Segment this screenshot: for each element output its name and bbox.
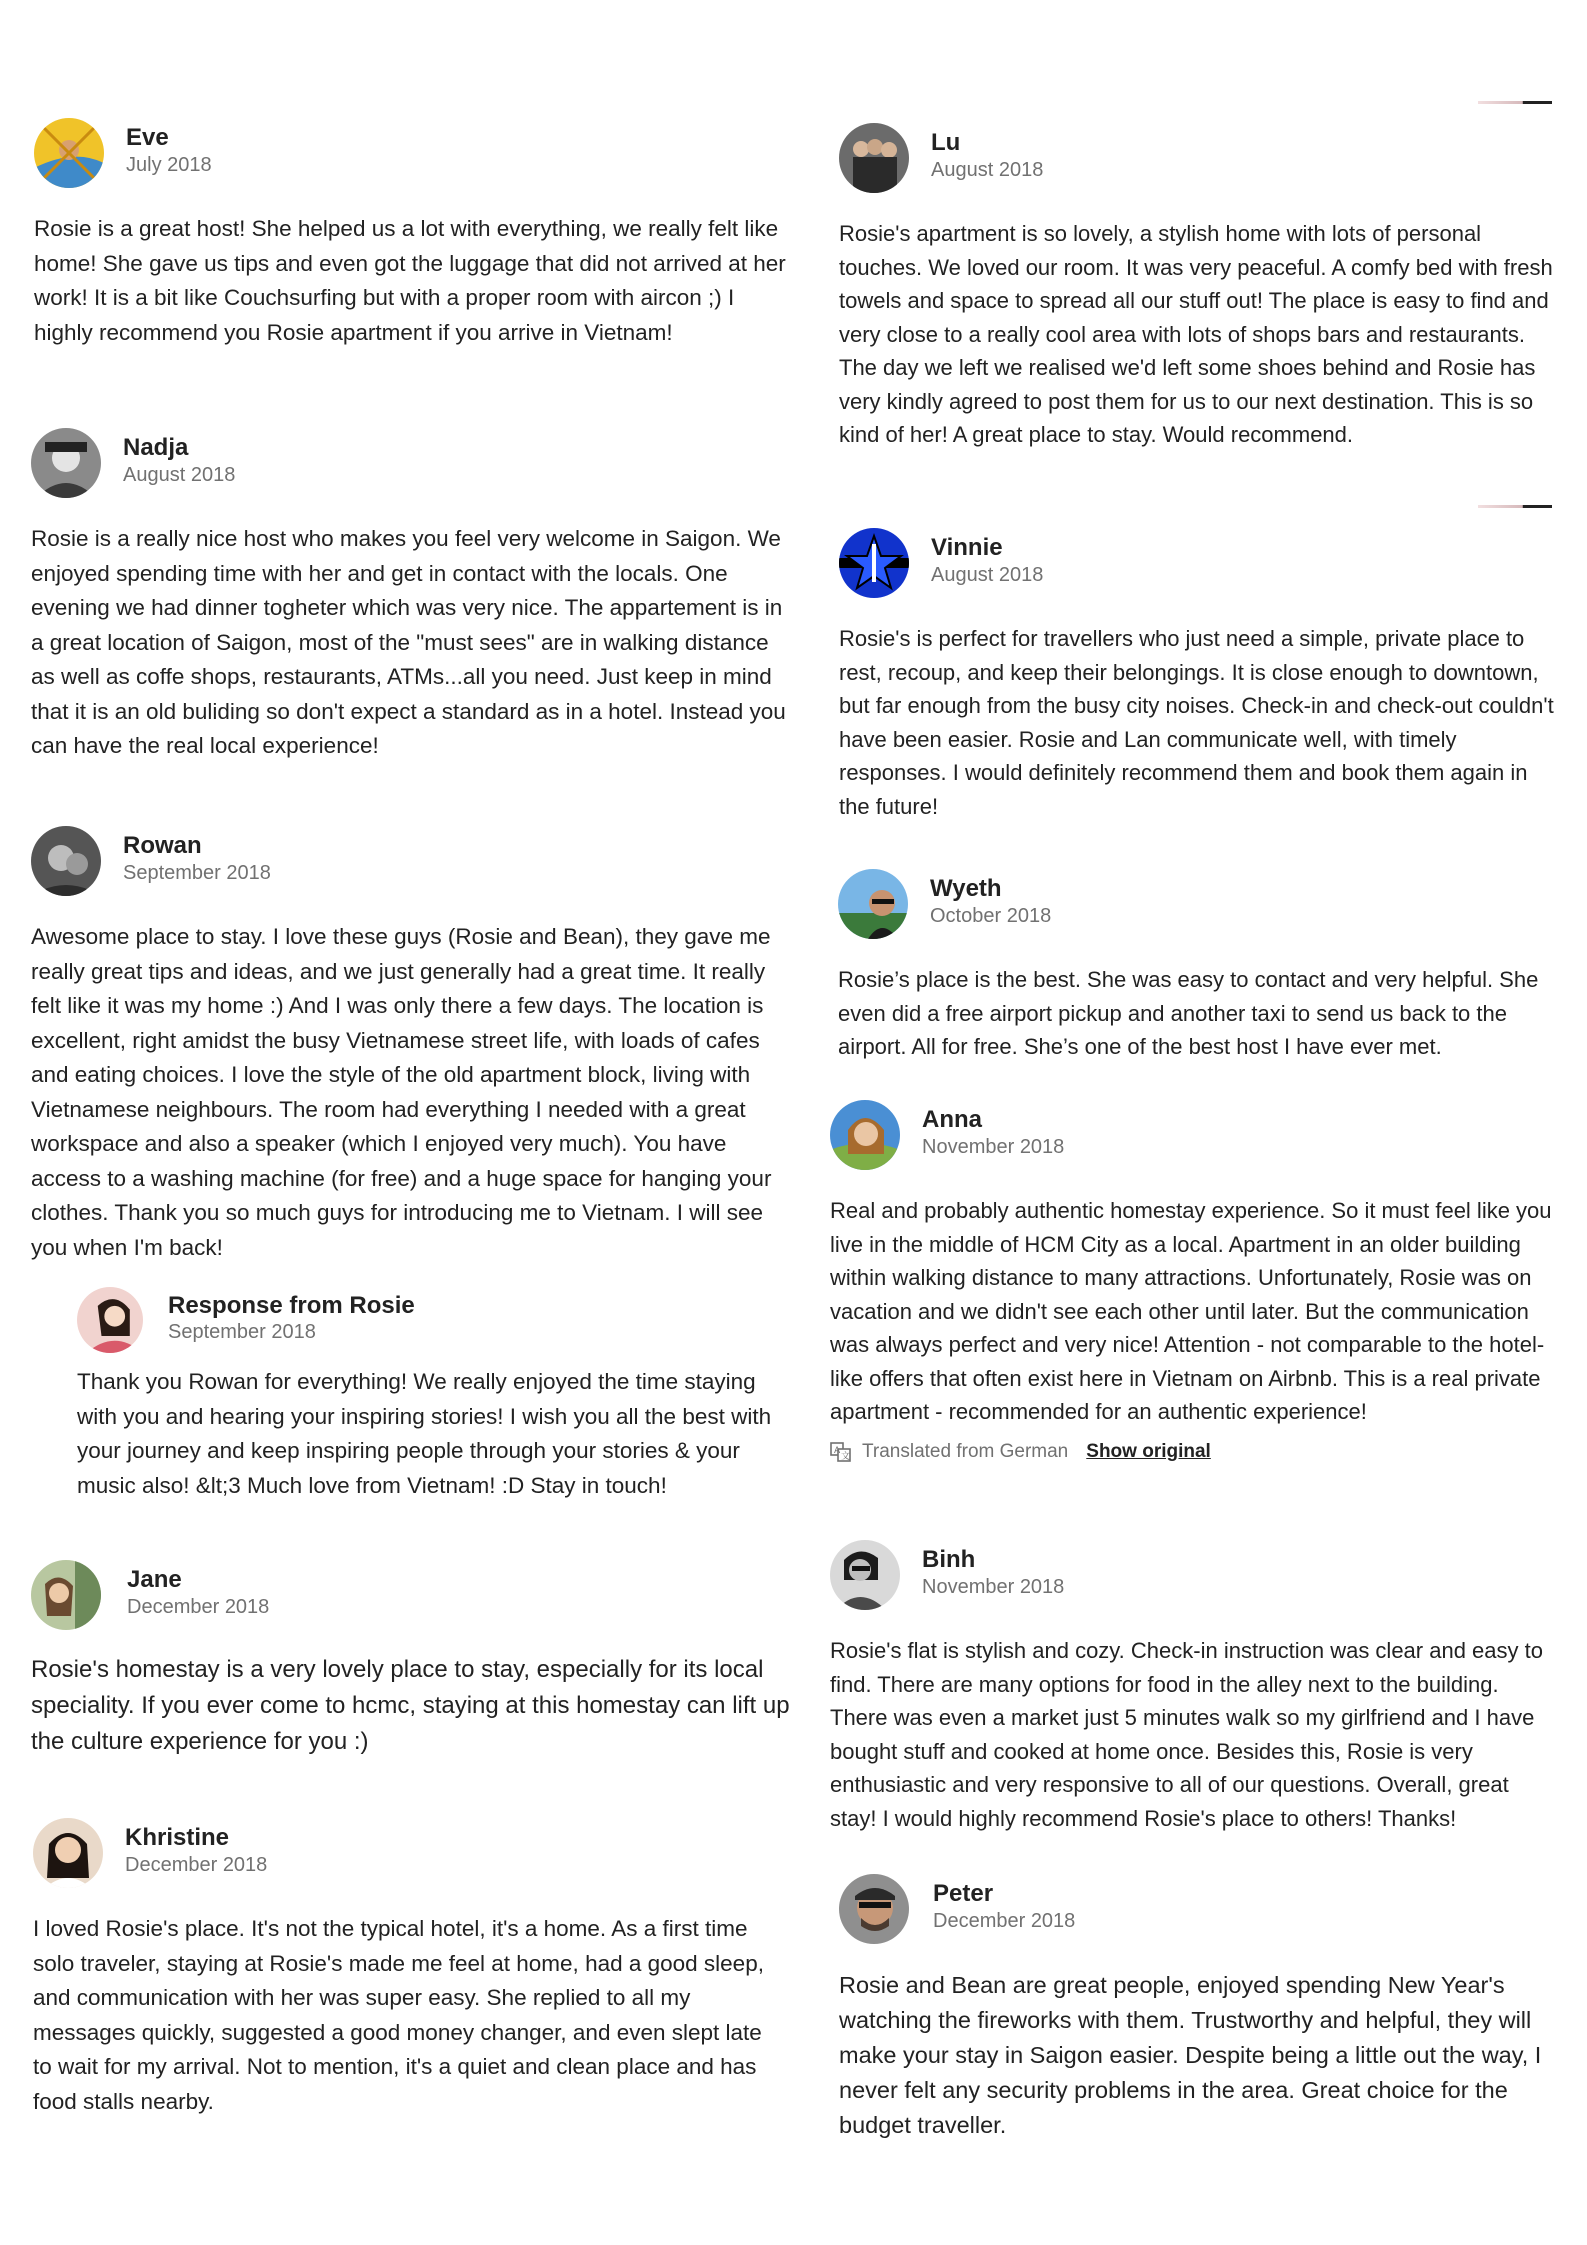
response-date: September 2018 <box>168 1321 316 1343</box>
reviewer-name: Binh <box>922 1546 976 1573</box>
review-text: Rosie’s place is the best. She was easy to contact and very helpful. She even did a free airport pickup and another taxi to send us back to the airport. All for free. She’s one of the best host I have ever met. <box>838 967 1539 1059</box>
reviewer-name: Khristine <box>125 1824 230 1851</box>
avatar[interactable] <box>838 869 908 939</box>
review-date: October 2018 <box>930 905 1052 927</box>
review-text: Awesome place to stay. I love these guys (Rosie and Bean), they gave me really great tips and ideas, and we just generally had a great time. It really felt like it was my home :) And I was only there a few days. The location is excellent, right amidst the busy Vietnamese street life, with loads of cafes and eating choices. I love the style of the old apartment block, living with Vietnamese neighbours. The room had everything I needed with a great workspace and also a speaker (which I enjoyed very much). You have access to a washing machine (for free) and a huge space for hanging your clothes. Thank you so much guys for introducing me to Vietnam. I will see you when I'm back! <box>31 924 772 1260</box>
avatar[interactable] <box>31 428 101 498</box>
review-card-eve <box>34 118 786 350</box>
avatar[interactable] <box>31 826 101 896</box>
reviewer-name: Vinnie <box>931 534 1003 561</box>
svg-text:A: A <box>834 1445 841 1456</box>
review-text: Rosie's is perfect for travellers who just need a simple, private place to rest, recoup, and keep their belongings. It is close enough to downtown, but far enough from the busy city noises. Check-in and check-out couldn't have been easier. Rosie and Lan communicate well, with timely responses. I would definitely recommend them and book them again in the future! <box>839 626 1554 819</box>
translated-label: Translated from German <box>862 1440 1069 1462</box>
review-card-jane <box>31 1560 791 1760</box>
review-date: December 2018 <box>125 1854 268 1876</box>
review-text: I loved Rosie's place. It's not the typical hotel, it's a home. As a first time solo traveler, staying at Rosie's made me feel at home, had a good sleep, and communication with her was super easy. She replied to all my messages quickly, suggested a good money changer, and even slept late to wait for my arrival. Not to mention, it's a quiet and clean place and has food stalls nearby. <box>33 1916 764 2114</box>
review-card-khristine <box>33 1818 785 2119</box>
review-date: December 2018 <box>933 1910 1076 1932</box>
review-card-nadja <box>31 428 786 764</box>
avatar[interactable] <box>839 528 909 598</box>
review-date: September 2018 <box>123 862 271 884</box>
review-date: July 2018 <box>126 154 212 176</box>
reviewer-name: Peter <box>933 1880 994 1907</box>
translate-icon <box>830 1441 852 1463</box>
review-card-peter <box>839 1874 1567 2143</box>
reviewer-name: Lu <box>931 129 961 156</box>
svg-text:文: 文 <box>841 1451 851 1462</box>
review-date: November 2018 <box>922 1576 1065 1598</box>
reviewer-name: Jane <box>127 1566 182 1593</box>
host-response <box>77 1287 783 1503</box>
reviewer-name: Wyeth <box>930 875 1002 902</box>
review-date: August 2018 <box>931 159 1044 181</box>
response-title: Response from Rosie <box>168 1292 415 1319</box>
response-text: Thank you Rowan for everything! We really enjoyed the time staying with you and hearing your inspiring stories! I wish you all the best with your journey and keep inspiring people through your stories & your music also! &lt;3 Much love from Vietnam! :D Stay in touch! <box>77 1369 772 1498</box>
avatar[interactable] <box>77 1287 143 1353</box>
translation-note <box>830 1441 1558 1463</box>
review-text: Real and probably authentic homestay experience. So it must feel like you live in the middle of HCM City as a local. Apartment in an older building within walking distance to many attractions. Unfortunately, Rosie was on vacation and we didn't see each other until later. But the communication was always perfect and very nice! Attention - not comparable to the hotel-like offers that often exist here in Vietnam on Airbnb. This is a real private apartment - recommended for an authentic experience! <box>830 1198 1552 1424</box>
review-card-lu <box>839 123 1554 452</box>
review-date: August 2018 <box>123 464 236 486</box>
review-date: November 2018 <box>922 1136 1065 1158</box>
avatar[interactable] <box>31 1560 101 1630</box>
review-text: Rosie's apartment is so lovely, a stylish home with lots of personal touches. We loved our room. It was very peaceful. A comfy bed with fresh towels and space to spread all our stuff out! The place is easy to find and very close to a really cool area with lots of shops bars and restaurants. The day we left we realised we'd left some shoes behind and Rosie has very kindly agreed to post them for us to our next destination. This is so kind of her! A great place to stay. Would recommend. <box>839 221 1553 447</box>
avatar[interactable] <box>33 1818 103 1888</box>
reviewer-name: Eve <box>126 124 169 151</box>
avatar[interactable] <box>839 1874 909 1944</box>
reviewer-name: Anna <box>922 1106 982 1133</box>
review-text: Rosie is a really nice host who makes you feel very welcome in Saigon. We enjoyed spending time with her and get in contact with the locals. One evening we had dinner togheter which was very nice. The appartement is in a great location of Saigon, most of the "must sees" are in walking distance as well as coffe shops, restaurants, ATMs...all you need. Just keep in mind that it is an old buliding so don't expect a standard as in a hotel. Instead you can have the real local experience! <box>31 526 786 758</box>
review-text: Rosie and Bean are great people, enjoyed spending New Year's watching the fireworks with them. Trustworthy and helpful, they will make your stay in Saigon easier. Despite being a little out the way, I never felt any security problems in the area. Great choice for the budget traveller. <box>839 1972 1542 2138</box>
review-card-wyeth <box>838 869 1554 1064</box>
review-card-rowan <box>31 826 786 1265</box>
review-card-vinnie <box>839 528 1554 823</box>
review-card-binh <box>830 1540 1560 1835</box>
reviewer-name: Nadja <box>123 434 189 461</box>
avatar[interactable] <box>839 123 909 193</box>
review-text: Rosie's homestay is a very lovely place to stay, especially for its local speciality. If you ever come to hcmc, staying at this homestay can lift up the culture experience for you :) <box>31 1656 790 1755</box>
divider <box>1478 505 1552 508</box>
review-date: August 2018 <box>931 564 1044 586</box>
avatar[interactable] <box>830 1540 900 1610</box>
divider <box>1478 101 1552 104</box>
reviewer-name: Rowan <box>123 832 202 859</box>
review-text: Rosie's flat is stylish and cozy. Check-in instruction was clear and easy to find. There are many options for food in the alley next to the building. There was even a market just 5 minutes walk so my girlfriend and I have bought stuff and cooked at home once. Besides this, Rosie is very enthusiastic and very responsive to all of our questions. Overall, great stay! I would highly recommend Rosie's place to others! Thanks! <box>830 1638 1543 1831</box>
avatar[interactable] <box>34 118 104 188</box>
avatar[interactable] <box>830 1100 900 1170</box>
review-date: December 2018 <box>127 1596 270 1618</box>
show-original-link[interactable]: Show original <box>1086 1440 1211 1462</box>
review-card-anna <box>830 1100 1558 1463</box>
review-text: Rosie is a great host! She helped us a lot with everything, we really felt like home! She gave us tips and even got the luggage that did not arrived at her work! It is a bit like Couchsurfing but with a proper room with aircon ;) I highly recommend you Rosie apartment if you arrive in Vietnam! <box>34 216 786 345</box>
